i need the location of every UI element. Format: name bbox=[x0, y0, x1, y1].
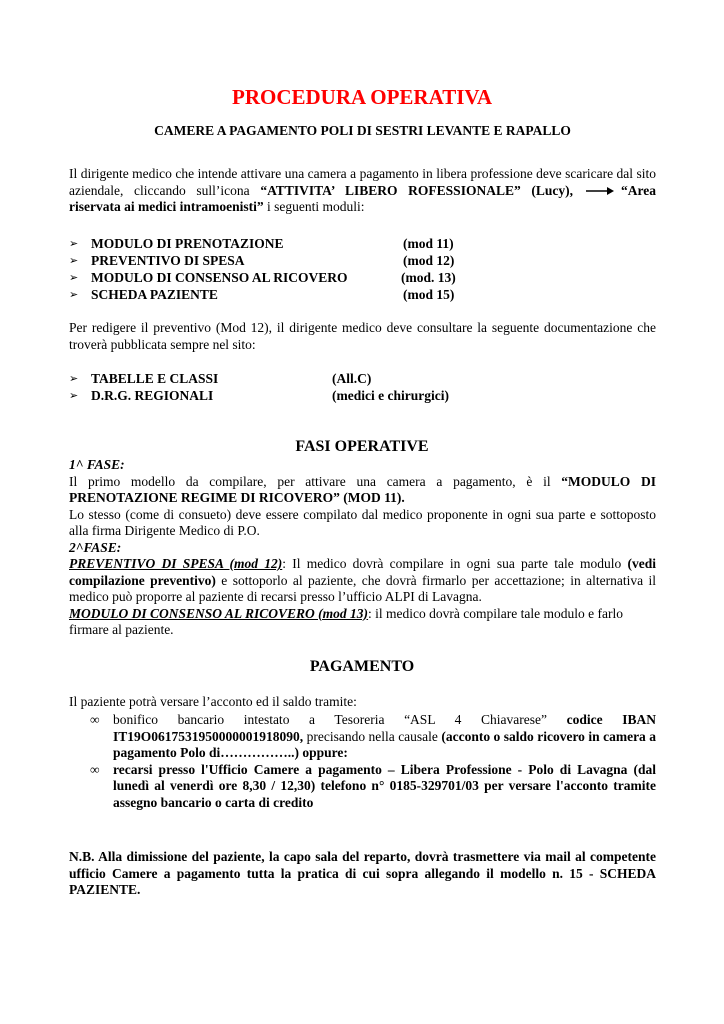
intro-bold-area: “Area riservata ai medici intramoenisti” bbox=[69, 182, 656, 214]
bonifico-causale-text: precisando nella causale bbox=[303, 728, 442, 744]
list-item bbox=[69, 388, 656, 405]
module-code: (mod 12) bbox=[403, 253, 455, 268]
bonifico-text: bonifico bancario intestato a Tesoreria “ASL 4 Chiavarese” bbox=[113, 712, 567, 727]
right-arrow-icon bbox=[585, 186, 615, 196]
fase2-preventivo-text: : Il medico dovrà compilare in ogni sua parte tale modulo bbox=[282, 556, 628, 571]
infinity-bullet-icon: ∞ bbox=[90, 712, 100, 727]
doc-name: TABELLE E CLASSI bbox=[91, 371, 219, 386]
modules-list bbox=[69, 236, 656, 304]
fase1-paragraph-2: Lo stesso (come di consueto) deve essere compilato dal medico proponente in ogni sua parte e sottoposto alla firma Dirigente Medico di P.O. bbox=[69, 506, 656, 538]
doc-code: (medici e chirurgici) bbox=[332, 388, 449, 403]
module-code: (mod. 13) bbox=[401, 270, 456, 285]
fase2-consenso-text: : il medico dovrà compilare tale modulo e farlo firmare al paziente. bbox=[69, 605, 623, 637]
arrow-bullet-icon: ➢ bbox=[69, 255, 79, 267]
arrow-bullet-icon: ➢ bbox=[69, 289, 79, 301]
fase1-label: 1^ FASE: bbox=[69, 457, 125, 472]
arrow-bullet-icon: ➢ bbox=[69, 373, 79, 385]
arrow-bullet-icon: ➢ bbox=[69, 238, 79, 250]
ufficio-text: recarsi presso l'Ufficio Camere a pagamento – Libera Professione - Polo di Lavagna (dal lunedì al venerdì ore 8,30 / 12,30) telefono n° 0185-329701/03 per versare l'acconto tramite assegno bancario o carta di credito bbox=[113, 761, 656, 810]
infinity-bullet-icon: ∞ bbox=[90, 761, 100, 777]
intro-bold-icon-name: “ATTIVITA’ LIBERO ROFESSIONALE” (Lucy), bbox=[260, 182, 573, 198]
nb-note: N.B. Alla dimissione del paziente, la capo sala del reparto, dovrà trasmettere via mail al competente ufficio Camere a pagamento tutta la pratica di cui sopra allegando il modello n. 15 - SCHEDA PAZIENTE. bbox=[69, 849, 656, 897]
fase2-label: 2^FASE: bbox=[69, 539, 122, 555]
list-item bbox=[69, 236, 656, 253]
module-code: (mod 15) bbox=[403, 287, 455, 302]
doc-name: D.R.G. REGIONALI bbox=[91, 388, 214, 403]
fase1-text: Il primo modello da compilare, per attivare una camera a pagamento, è il bbox=[69, 473, 562, 489]
fase2-preventivo-bold: (vedi compilazione preventivo) bbox=[69, 556, 656, 588]
preventivo-paragraph: Per redigere il preventivo (Mod 12), il dirigente medico deve consultare la seguente documentazione che troverà pubblicata sempre nel sito: bbox=[69, 320, 656, 352]
intro-paragraph bbox=[69, 166, 656, 216]
bonifico-causale-bold: (acconto o saldo ricovero in camera a pagamento Polo di……………..) oppure: bbox=[113, 728, 657, 760]
module-code: (mod 11) bbox=[403, 236, 454, 251]
iban-code: codice IBAN IT19O0617531950000001918090, bbox=[113, 712, 656, 744]
arrow-bullet-icon: ➢ bbox=[69, 390, 79, 402]
pagamento-heading: PAGAMENTO bbox=[309, 658, 415, 675]
page-subtitle: CAMERE A PAGAMENTO POLI DI SESTRI LEVANTE E RAPALLO bbox=[154, 123, 571, 138]
intro-text-end: i seguenti moduli: bbox=[263, 199, 365, 214]
list-item bbox=[69, 270, 656, 287]
module-name: SCHEDA PAZIENTE bbox=[91, 287, 218, 302]
page-title: PROCEDURA OPERATIVA bbox=[232, 85, 492, 109]
pagamento-intro: Il paziente potrà versare l’acconto ed il saldo tramite: bbox=[69, 694, 357, 709]
fasi-block bbox=[69, 457, 656, 639]
list-item bbox=[69, 253, 656, 270]
intro-text: Il dirigente medico che intende attivare una camera a pagamento in libera professione deve scaricare dal sito aziendale, cliccando sull’icona bbox=[69, 166, 656, 198]
list-item bbox=[69, 371, 656, 388]
module-name: PREVENTIVO DI SPESA bbox=[91, 253, 245, 268]
docs-list bbox=[69, 371, 656, 405]
list-item bbox=[69, 762, 656, 812]
doc-code: (All.C) bbox=[332, 371, 372, 386]
list-item bbox=[69, 287, 656, 304]
arrow-bullet-icon: ➢ bbox=[69, 272, 79, 284]
fase2-consenso-title: MODULO DI CONSENSO AL RICOVERO (mod 13) bbox=[69, 605, 369, 621]
fasi-heading: FASI OPERATIVE bbox=[295, 438, 429, 455]
fase2-preventivo-paragraph bbox=[69, 556, 656, 606]
fase2-consenso-paragraph bbox=[69, 606, 656, 639]
fase1-bold: “MODULO DI PRENOTAZIONE REGIME DI RICOVERO” (MOD 11). bbox=[69, 473, 657, 505]
fase2-preventivo-title: PREVENTIVO DI SPESA (mod 12) bbox=[69, 556, 283, 571]
fase1-paragraph bbox=[69, 474, 656, 507]
module-name: MODULO DI CONSENSO AL RICOVERO bbox=[91, 270, 348, 285]
pagamento-list bbox=[69, 712, 656, 811]
fase2-preventivo-text-2: e sottoporlo al paziente, che dovrà firmarlo per accettazione; in alternativa il medico può proporre al paziente di recarsi presso l’ufficio ALPI di Lavagna. bbox=[69, 572, 656, 604]
list-item bbox=[69, 712, 656, 762]
module-name: MODULO DI PRENOTAZIONE bbox=[91, 236, 284, 251]
